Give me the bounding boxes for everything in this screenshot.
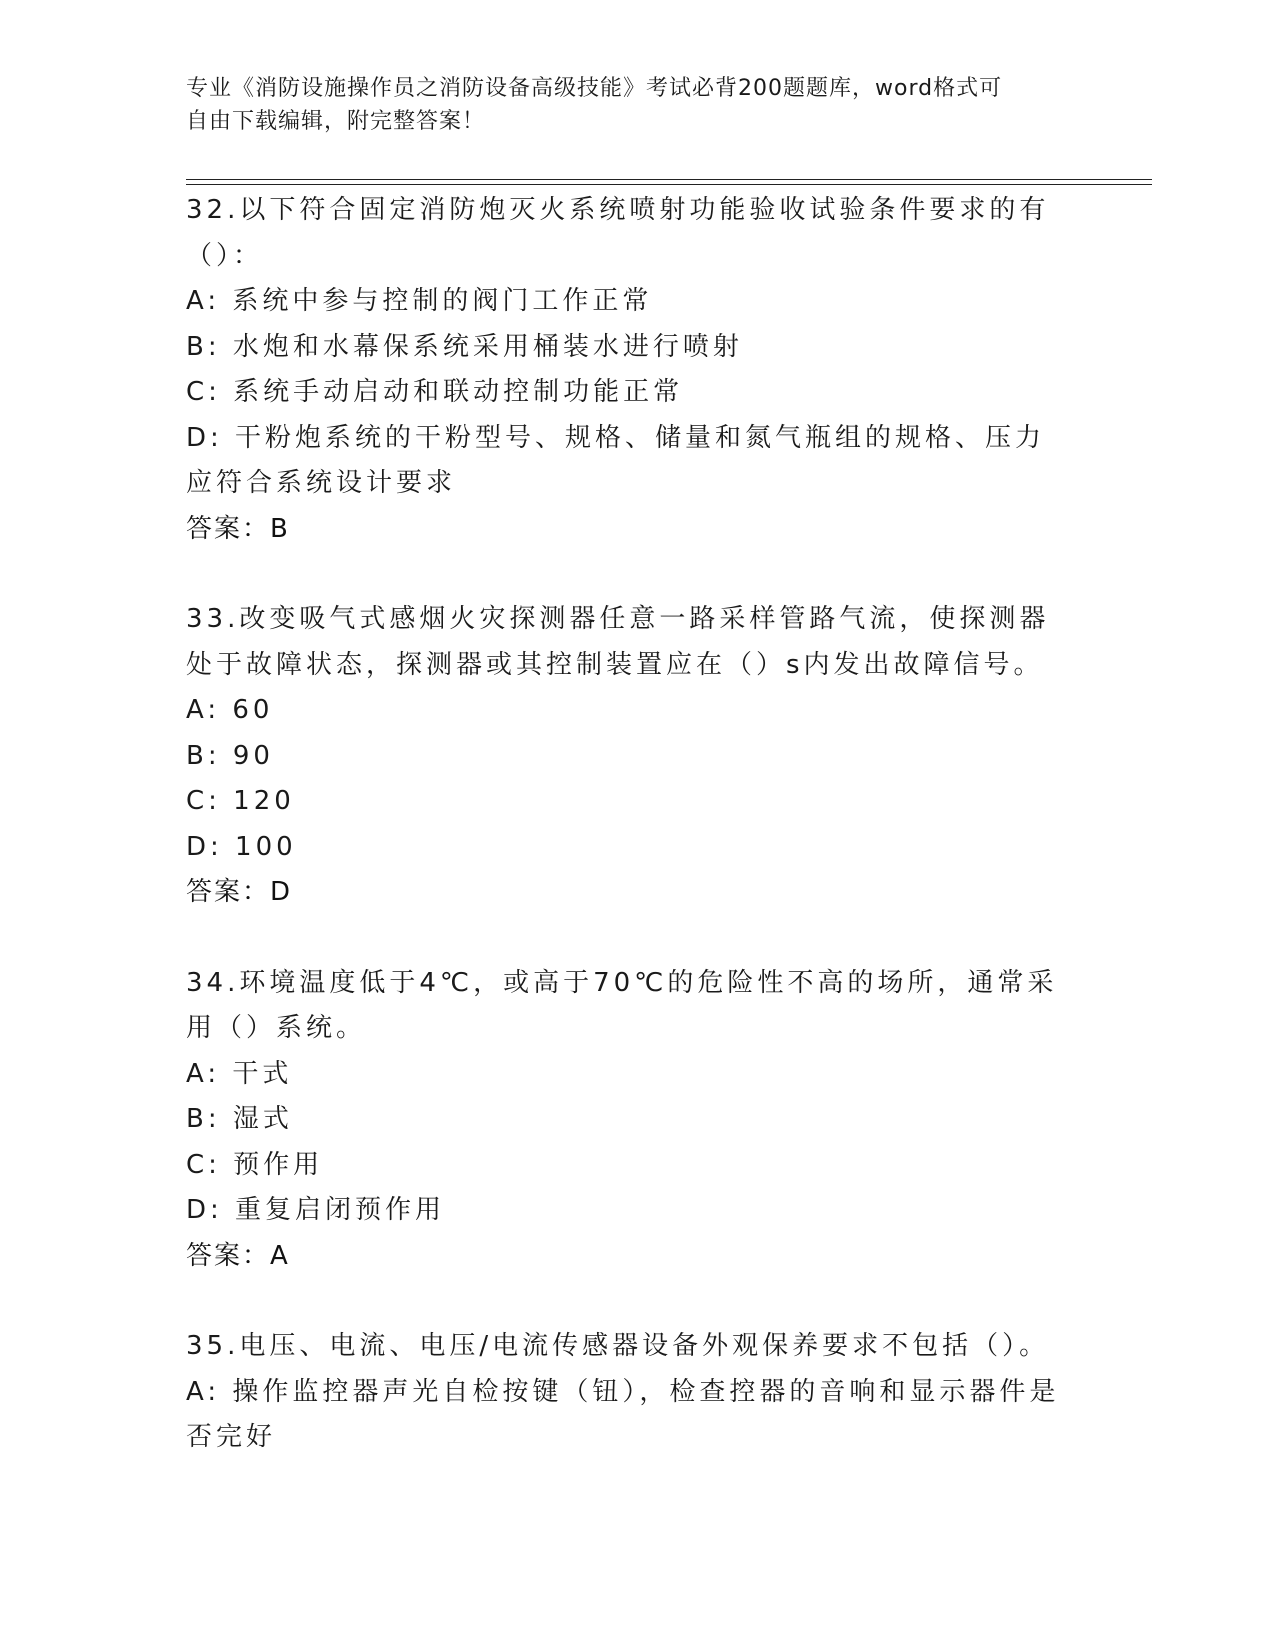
question-33 bbox=[186, 597, 1066, 916]
option-c: C: 预作用 bbox=[186, 1149, 324, 1180]
question-34 bbox=[186, 961, 1066, 1280]
document-header bbox=[186, 72, 1066, 138]
question-35 bbox=[186, 1324, 1066, 1461]
header-line-1: 专业《消防设施操作员之消防设备高级技能》考试必背200题题库，word格式可 bbox=[186, 76, 1003, 101]
option-d: D: 100 bbox=[186, 831, 297, 862]
header-line-2: 自由下载编辑，附完整答案！ bbox=[186, 109, 486, 134]
option-c: C: 系统手动启动和联动控制功能正常 bbox=[186, 377, 684, 407]
option-c: C: 120 bbox=[186, 786, 295, 816]
header-rule-top bbox=[186, 179, 1152, 180]
answer-value: B bbox=[270, 513, 290, 544]
answer-label: 答案： bbox=[186, 1240, 271, 1271]
answer-line bbox=[186, 870, 1066, 916]
question-stem: 34.环境温度低于4℃，或高于70℃的危险性不高的场所，通常采用（）系统。 bbox=[186, 967, 1058, 1043]
question-stem: 32.以下符合固定消防炮灭火系统喷射功能验收试验条件要求的有（）： bbox=[186, 195, 1050, 271]
question-stem: 35.电压、电流、电压/电流传感器设备外观保养要求不包括（）。 bbox=[186, 1331, 1050, 1361]
option-a: A: 系统中参与控制的阀门工作正常 bbox=[186, 286, 653, 316]
option-b: B: 90 bbox=[186, 740, 274, 771]
option-d: D: 重复启闭预作用 bbox=[186, 1195, 446, 1225]
answer-label: 答案： bbox=[186, 877, 271, 907]
question-gap bbox=[186, 1279, 1066, 1324]
answer-line bbox=[186, 507, 1066, 553]
answer-label: 答案： bbox=[186, 513, 271, 544]
option-a: A: 干式 bbox=[186, 1058, 293, 1089]
answer-value: A bbox=[270, 1240, 290, 1271]
answer-value: D bbox=[270, 877, 293, 907]
option-b: B: 湿式 bbox=[186, 1104, 293, 1134]
question-32 bbox=[186, 188, 1066, 552]
option-d: D: 干粉炮系统的干粉型号、规格、储量和氮气瓶组的规格、压力应符合系统设计要求 bbox=[186, 422, 1046, 498]
answer-line bbox=[186, 1234, 1066, 1280]
option-a: A: 操作监控器声光自检按键（钮），检查控器的音响和显示器件是否完好 bbox=[186, 1376, 1060, 1452]
question-list bbox=[186, 188, 1066, 1461]
option-a: A: 60 bbox=[186, 695, 274, 725]
option-b: B: 水炮和水幕保系统采用桶装水进行喷射 bbox=[186, 331, 743, 362]
question-gap bbox=[186, 552, 1066, 597]
question-stem: 33.改变吸气式感烟火灾探测器任意一路采样管路气流，使探测器处于故障状态，探测器或其控制装置应在（）s内发出故障信号。 bbox=[186, 604, 1050, 680]
question-gap bbox=[186, 916, 1066, 961]
header-rule-bottom bbox=[186, 184, 1152, 185]
